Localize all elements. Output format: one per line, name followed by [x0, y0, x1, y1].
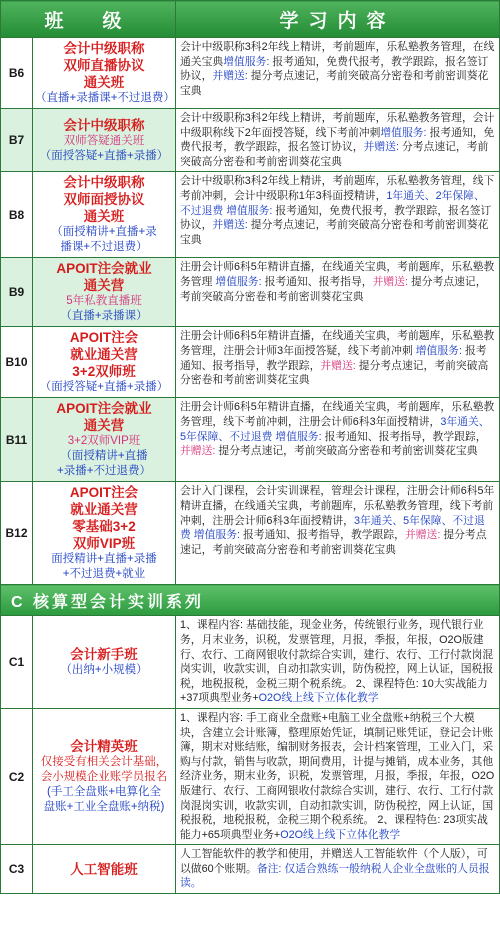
content-segment: 并赠送: [372, 275, 411, 288]
class-content-cell [176, 258, 500, 327]
content-segment: 会计入门课程，会计实训课程，管理会计课程，注册会计师6科5年精讲直播，在线通关宝典，考前题库，乐私塾教务管理，线下考前冲刺，注册会计师6科3年面授精讲， [180, 485, 495, 527]
class-title-line: APOIT注会就业 [56, 261, 152, 277]
class-delivery-line: 播课+不过退费） [60, 241, 148, 254]
table-row [1, 708, 500, 844]
class-delivery-line: （面授答疑+直播+录播） [39, 149, 169, 162]
content-segment: 并赠送: [320, 359, 359, 372]
table-row [1, 172, 500, 258]
class-delivery-line: （直播+录播课+不过退费） [35, 92, 175, 104]
class-delivery-line: （面授精讲+直播+录 [51, 226, 157, 239]
content-segment: 2、课程特色: 23项实战能力+65项典型业务+ [180, 814, 488, 841]
class-name-cell [33, 327, 176, 398]
content-segment: 并赠送: [404, 529, 444, 542]
content-segment: 注册会计师6科5年精讲直播，在线通关宝典，考前题库，乐私塾教务管理 [180, 261, 495, 288]
content-segment: 会计中级职称3科2年线上精讲，考前题库，乐私塾教务管理，线下考前冲刺，会计中级职称1年3科面授精讲， [180, 175, 495, 202]
class-name-cell [33, 172, 176, 258]
class-title-line: APOIT注会 [69, 330, 139, 346]
content-segment: 提分考点速记，考前突破高分密卷和考前密训葵花宝典 [218, 445, 478, 458]
content-segment: 提分考点速记，考前突破高分密卷和考前密训葵花宝典 [180, 70, 489, 97]
table-row [1, 38, 500, 109]
class-code: B6 [1, 38, 33, 109]
class-name-cell [33, 616, 176, 709]
content-segment: 注册会计师6科5年精讲直播，在线通关宝典，考前题库，乐私塾教务管理，注册会计师3年面授答疑，线下考前冲刺 [180, 330, 495, 357]
table-row [1, 109, 500, 172]
content-segment: 并赠送: [212, 219, 251, 232]
class-delivery-line: （面授精讲+直播 [60, 450, 148, 463]
class-code: B11 [1, 398, 33, 482]
class-name-cell [33, 708, 176, 844]
content-segment: 报考通知，免费代报考，教学跟踪，报名签订协议， [180, 126, 495, 154]
class-title-line: 零基础3+2 [72, 519, 136, 535]
content-segment: 增值服务: [212, 275, 265, 288]
class-title-line: 通关班 [83, 75, 125, 90]
class-title-line: 通关营 [83, 278, 125, 294]
class-title-line: 就业通关营 [70, 502, 138, 518]
class-code: C1 [1, 616, 33, 709]
class-name-cell [33, 398, 176, 482]
class-content-cell [176, 38, 500, 109]
table-row [1, 616, 500, 709]
class-code: C3 [1, 845, 33, 894]
header-class-column: 班 级 [1, 1, 176, 38]
content-segment: 报考通知、报考指导， [264, 275, 373, 288]
class-delivery-line: （出纳+小规模） [60, 664, 148, 677]
content-segment: 增值服务: [190, 529, 243, 542]
content-segment: 报考通知、报考指导，教学跟踪， [324, 430, 487, 443]
table-header [1, 1, 500, 38]
content-segment: 并赠送: [363, 141, 402, 154]
content-segment: 报考通知、报考指导，教学跟踪， [243, 529, 405, 542]
class-highlight-line: 双师答疑通关班 [63, 134, 145, 147]
content-segment: 会计中级职称3科2年线上精讲，考前题库，乐私塾教务管理，在线通关宝典 [180, 41, 495, 68]
table-row [1, 845, 500, 894]
class-title-line: APOIT注会就业 [56, 401, 152, 417]
class-delivery-line: +录播+不过退费） [57, 465, 151, 478]
class-code: B12 [1, 482, 33, 585]
content-segment: 注册会计师6科5年精讲直播，在线通关宝典，考前题库，乐私塾教务管理，线下考前冲刺，注册会计师6科3年面授精讲， [180, 401, 495, 428]
class-title-line: 双师直播协议 [63, 58, 145, 73]
content-segment: 3年通关、5年保障、不过退费 [180, 415, 490, 443]
content-segment: 会计中级职称3科2年线上精讲，考前题库，乐私塾教务管理，会计中级职称线下2年面授答疑，线下考前冲刺 [180, 112, 495, 139]
class-title-line: 会计中级职称 [63, 41, 145, 56]
class-title-line: 会计精英班 [70, 739, 138, 755]
content-segment: 增值服务: [272, 430, 325, 443]
content-segment: 增值服务: [380, 126, 430, 139]
content-segment: 提分考点速记，考前突破高分密卷和考前密训葵花宝典 [180, 359, 489, 387]
section-title: C 核算型会计实训系列 [1, 585, 500, 616]
class-title-line: 就业通关营 [70, 347, 138, 363]
class-code: B7 [1, 109, 33, 172]
content-segment: 1年通关、2年保障、不过退费 [180, 189, 485, 217]
content-segment: 增值服务: [412, 344, 465, 357]
class-content-cell [176, 398, 500, 482]
content-segment: 并赠送: [180, 445, 219, 458]
content-segment: 1、课程内容: 手工商业全盘账+电脑工业全盘账+纳税三个大模块，含建立会计账簿，整理原始凭证，填制记账凭证，登记会计账簿，期末对账结账，编制财务报表，会计档案管理，工业入门，采购与付款，销售与收款，期间费用，计提与摊销，成本业务，其他经济业务，期末业务，识税，发票管理，月报，季报，年报，O2O版建行、农行、工商网银收付款综合实训，建行、农行、工行付款岗混岗实训，收款实训，自动扣款实训，防伪税控，网上认证，国税报税，地税报税，金税三期个税系统。 [180, 711, 495, 827]
class-delivery-line: (手工全盘账+电算化全 [46, 786, 162, 799]
table-row [1, 327, 500, 398]
content-segment: 增值服务: [223, 204, 276, 217]
class-highlight-line: 仅接受有相关会计基础， [40, 756, 168, 769]
class-code: B10 [1, 327, 33, 398]
header-content-column: 学习内容 [176, 1, 500, 38]
class-content-cell [176, 845, 500, 894]
class-content-cell [176, 482, 500, 585]
class-name-cell [33, 482, 176, 585]
class-highlight-line: 会小规模企业账学员报名 [40, 771, 168, 784]
class-delivery-line: 盘账+工业全盘账+纳税) [43, 801, 165, 814]
class-title-line: APOIT注会 [69, 485, 139, 501]
content-segment: 1、课程内容: 基础技能，现金业务，传统银行业务，现代银行业务，月末业务，识税，发票管理，月报，季报，年报，O2O版建行、农行、工商网银收付款综合实训，建行、农行、工行付款岗混岗实训，收款实训，自动扣款实训，防伪税控，网上认证，国税报税，地税报税，金税三期个税系统。 [180, 619, 494, 690]
class-title-line: 通关营 [83, 418, 125, 434]
class-code: C2 [1, 708, 33, 844]
content-segment: 2、课程特色: 10大实战能力+37项典型业务+ [180, 677, 488, 705]
class-title-line: 会计中级职称 [63, 175, 145, 191]
class-delivery-line: 面授精讲+直播+录播 [51, 553, 157, 566]
class-name-cell [33, 109, 176, 172]
content-segment: 增值服务: [223, 55, 273, 68]
class-highlight-line: 5年私教直播班 [66, 295, 142, 308]
class-title-line: 双师VIP班 [72, 536, 136, 552]
class-name-cell [33, 845, 176, 894]
class-title-line: 双师面授协议 [63, 192, 145, 208]
class-content-cell [176, 109, 500, 172]
class-content-cell [176, 327, 500, 398]
content-segment: 提分考点速记，考前突破高分密卷和考前密训葵花宝典 [180, 275, 487, 303]
content-segment: 报考通知，免费代报考，教学跟踪，报名签订协议， [180, 55, 489, 83]
content-segment: 分考点速记，考前突破高分密卷和考前密训葵花宝典 [180, 141, 489, 168]
content-segment: 报考通知，免费代报考，教学跟踪，报名签订协议， [180, 204, 492, 232]
table-row [1, 258, 500, 327]
class-title-line: 3+2双师班 [72, 364, 136, 380]
class-title-line: 会计新手班 [70, 647, 138, 663]
class-code: B8 [1, 172, 33, 258]
content-segment: 报考通知、报考指导，教学跟踪， [180, 344, 487, 372]
content-segment: 提分考点速记，考前突破高分密卷和考前密训葵花宝典 [180, 219, 489, 246]
content-segment: O2O线上线下立体化教学 [280, 828, 401, 841]
content-segment: 提分考点速记，考前突破高分密卷和考前密训葵花宝典 [180, 529, 487, 556]
class-delivery-line: （面授答疑+直播+录播） [39, 381, 169, 394]
class-title-line: 会计中级职称 [63, 117, 145, 133]
class-title-line: 人工智能班 [70, 861, 138, 877]
content-segment: 并赠送: [212, 70, 251, 83]
class-name-cell [33, 38, 176, 109]
section-header-c [1, 585, 500, 616]
content-segment: O2O线上线下立体化教学 [258, 692, 379, 705]
class-title-line: 通关班 [83, 209, 125, 225]
class-code: B9 [1, 258, 33, 327]
table-row [1, 398, 500, 482]
class-content-cell [176, 172, 500, 258]
class-highlight-line: 3+2双师VIP班 [67, 435, 141, 448]
table-row [1, 482, 500, 585]
class-content-cell [176, 708, 500, 844]
class-delivery-line: （直播+录播课） [60, 310, 148, 323]
class-content-cell [176, 616, 500, 709]
content-segment: 人工智能软件的教学和使用，并赠送人工智能软件（个人版），可以做60个账期。 [180, 848, 488, 875]
class-name-cell [33, 258, 176, 327]
class-delivery-line: +不过退费+就业 [62, 568, 146, 581]
content-segment: 备注: 仅适合熟练一般纳税人企业全盘账的人员报读。 [180, 862, 490, 890]
content-segment: 3年通关、5年保障、不过退费 [180, 514, 485, 542]
